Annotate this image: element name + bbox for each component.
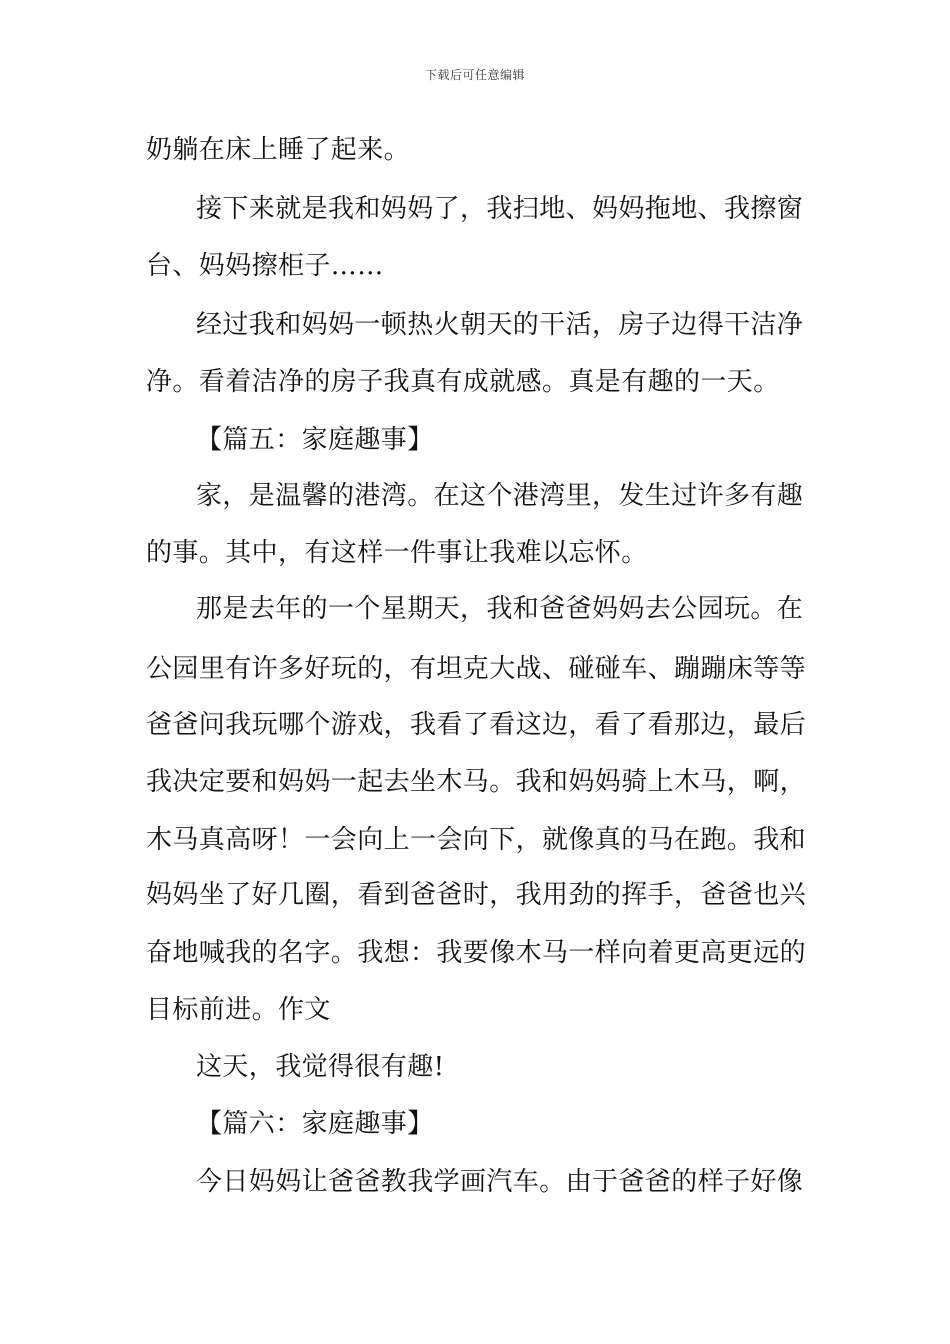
paragraph-start: 家，是温馨的港湾。在这个港湾里，发生过许多有趣 (196, 481, 804, 511)
paragraph-start: 接下来就是我和妈妈了，我扫地、妈妈拖地、我擦窗 (196, 194, 804, 224)
text-line: 妈妈坐了好几圈，看到爸爸时，我用劲的挥手，爸爸也兴 (146, 880, 807, 910)
paragraph-start: 这天，我觉得很有趣! (196, 1052, 445, 1082)
text-line: 公园里有许多好玩的，有坦克大战、碰碰车、蹦蹦床等等 (146, 654, 807, 684)
text-line: 木马真高呀！一会向上一会向下，就像真的马在跑。我和 (146, 825, 807, 855)
paragraph-start: 那是去年的一个星期天，我和爸爸妈妈去公园玩。在 (196, 594, 804, 624)
text-line: 爸爸问我玩哪个游戏，我看了看这边，看了看那边，最后 (146, 710, 807, 740)
text-line: 的事。其中，有这样一件事让我难以忘怀。 (146, 538, 648, 568)
text-line: 奶躺在床上睡了起来。 (146, 135, 411, 165)
text-line: 奋地喊我的名字。我想：我要像木马一样向着更高更远的 (146, 938, 807, 968)
paragraph-start: 今日妈妈让爸爸教我学画汽车。由于爸爸的样子好像 (196, 1167, 804, 1197)
paragraph-start: 经过我和妈妈一顿热火朝天的干活，房子边得干洁净 (196, 310, 804, 340)
page-header: 下载后可任意编辑 (424, 68, 525, 82)
section-heading: 【篇六：家庭趣事】 (196, 1109, 434, 1139)
text-line: 我决定要和妈妈一起去坐木马。我和妈妈骑上木马，啊， (146, 767, 807, 797)
text-line: 净。看着洁净的房子我真有成就感。真是有趣的一天。 (146, 367, 780, 397)
section-heading: 【篇五：家庭趣事】 (196, 425, 434, 455)
text-line: 台、妈妈擦柜子…… (146, 251, 384, 281)
text-line: 目标前进。作文 (146, 995, 331, 1025)
